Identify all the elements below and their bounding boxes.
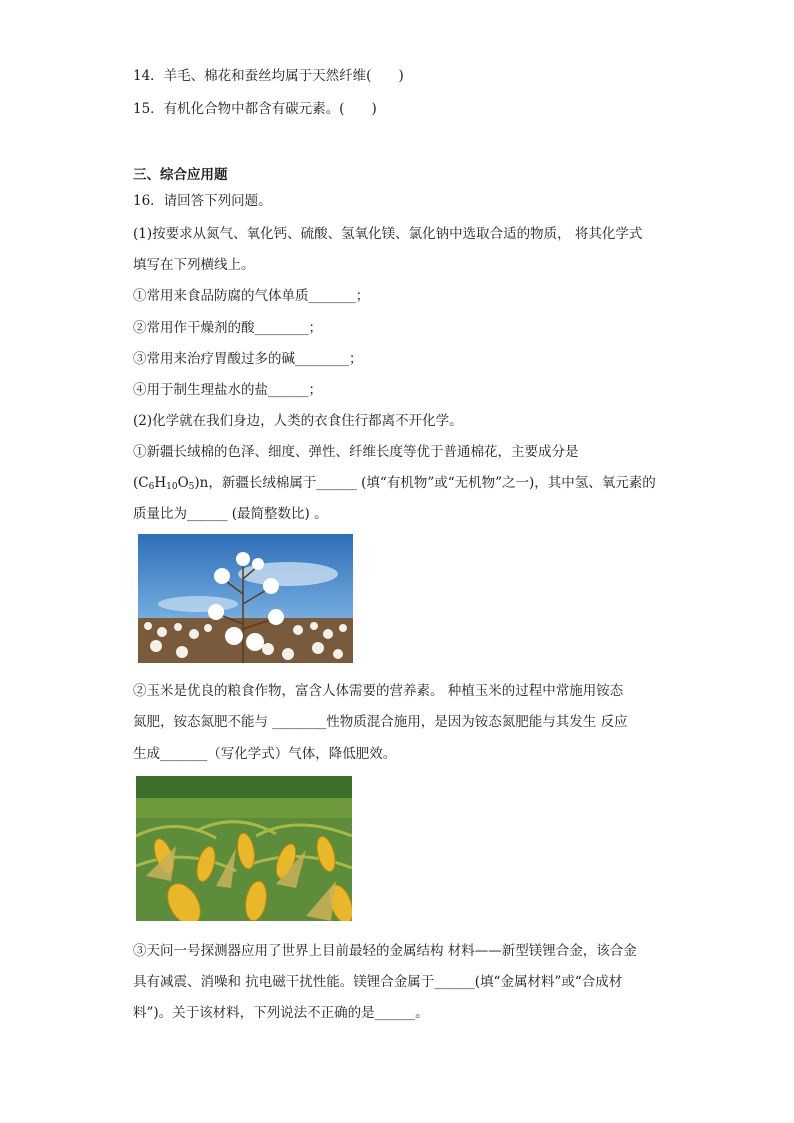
- section-title: 三、综合应用题: [133, 167, 228, 183]
- cotton-line1: ①新疆长绒棉的色泽、细度、弹性、纤维长度等优于普通棉花，主要成分是: [133, 444, 579, 460]
- part2-intro: (2)化学就在我们身边，人类的衣食住行都离不开化学。: [133, 413, 463, 429]
- item-4: ④用于制生理盐水的盐______；: [133, 382, 322, 398]
- question-15: 15．有机化合物中都含有碳元素。( ): [133, 101, 377, 117]
- part1-line2: 填写在下列横线上。: [133, 257, 255, 273]
- question-16-intro: 16．请回答下列问题。: [133, 193, 272, 209]
- item-2: ②常用作干燥剂的酸________；: [133, 320, 322, 336]
- corn-line3: 生成_______（写化学式）气体，降低肥效。: [133, 746, 397, 762]
- item-3: ③常用来治疗胃酸过多的碱________；: [133, 351, 363, 367]
- question-14: 14．羊毛、棉花和蚕丝均属于天然纤维( ): [133, 68, 404, 84]
- cotton-line2: $(C_6H_{10}O_5)n$，新疆长绒棉属于______ (填“有机物”或“无机物”之一)，其中氢、氧元素的: [133, 475, 656, 492]
- corn-line1: ②玉米是优良的粮食作物，富含人体需要的营养素。 种植玉米的过程中常施用铵态: [133, 683, 624, 699]
- cotton-field-image: [138, 534, 353, 663]
- alloy-line2: 具有减震、消噪和 抗电磁干扰性能。镁锂合金属于______(填“金属材料”或“合成材: [133, 974, 623, 990]
- cotton-line3: 质量比为______ (最简整数比) 。: [133, 506, 328, 522]
- item-1: ①常用来食品防腐的气体单质_______；: [133, 288, 370, 304]
- corn-field-image: [136, 776, 352, 921]
- alloy-line3: 料”)。关于该材料，下列说法不正确的是______。: [133, 1005, 429, 1021]
- corn-line2: 氮肥，铵态氮肥不能与 ________性物质混合施用，是因为铵态氮肥能与其发生 反应: [133, 714, 628, 730]
- alloy-line1: ③天问一号探测器应用了世界上目前最轻的金属结构 材料——新型镁锂合金，该合金: [133, 943, 637, 959]
- chemical-formula: $(C_6H_{10}O_5)n$: [133, 475, 209, 492]
- part1-line1: (1)按要求从氮气、氧化钙、硫酸、氢氧化镁、氯化钠中选取合适的物质， 将其化学式: [133, 226, 643, 242]
